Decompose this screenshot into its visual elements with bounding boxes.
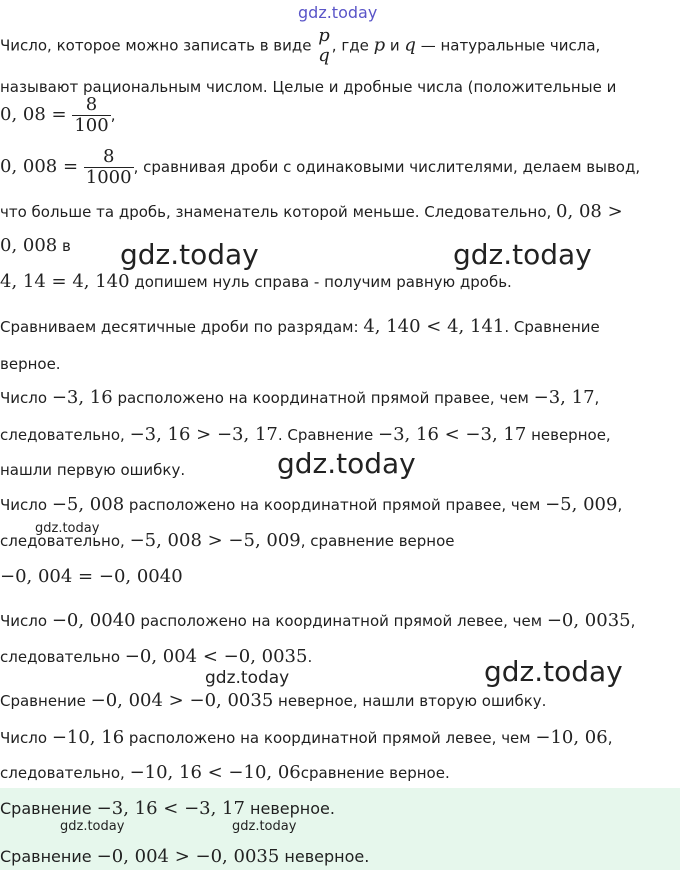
math: q: [404, 34, 416, 56]
text: Число, которое можно записать в виде: [0, 36, 317, 55]
text-line: [0, 727, 613, 749]
text-line: [0, 494, 622, 516]
text: неверное.: [279, 847, 370, 866]
text: расположено на координатной прямой левее, чем: [135, 612, 547, 630]
text-line: [0, 235, 71, 257]
math: −10, 16 < −10, 06: [129, 762, 301, 783]
text: следовательно: [0, 648, 125, 666]
math: −5, 008: [51, 494, 125, 515]
math: −0, 004 > −0, 0035: [90, 690, 274, 711]
text: следовательно,: [0, 426, 130, 444]
text: допишем нуль справа - получим равную дробь.: [129, 273, 512, 291]
text: расположено на координатной прямой левее, чем: [124, 729, 536, 747]
math: −0, 0035: [546, 610, 631, 631]
watermark: gdz.today: [232, 819, 297, 834]
text-line: [0, 424, 611, 446]
math: −3, 16: [51, 387, 113, 408]
text: . Сравнение: [277, 426, 379, 444]
math: 0, 008 =: [0, 156, 84, 177]
math: 4, 140 < 4, 141: [363, 316, 505, 337]
math: −3, 16 > −3, 17: [129, 424, 278, 445]
math: 0, 08 =: [0, 104, 73, 125]
numerator: 8: [102, 146, 115, 167]
text: ,: [110, 106, 116, 124]
watermark: gdz.today: [484, 655, 623, 688]
text: , сравнение верное: [300, 532, 455, 550]
text-line: [0, 26, 600, 66]
denominator: 1000: [85, 167, 132, 188]
text: следовательно,: [0, 532, 130, 550]
text-line: называют рациональным числом. Целые и дробные числа (положительные и: [0, 78, 617, 96]
numerator: 8: [85, 94, 98, 115]
text: Сравниваем десятичные дроби по разрядам:: [0, 318, 364, 336]
text-line: [0, 147, 640, 188]
text-line: [0, 610, 635, 632]
text: ,: [594, 389, 600, 407]
text: ,: [617, 496, 623, 514]
text-line: [0, 530, 455, 552]
watermark: gdz.today: [35, 521, 100, 536]
text: , сравнивая дроби с одинаковыми числителями, делаем вывод,: [133, 158, 641, 176]
text-line: [0, 387, 599, 409]
text-line: [0, 271, 512, 293]
text: расположено на координатной прямой правее, чем: [112, 389, 534, 407]
text-line: [0, 690, 546, 712]
text-line: [0, 566, 183, 588]
denominator: q: [318, 45, 330, 66]
math: 4, 14 = 4, 140: [0, 271, 130, 292]
text: Число: [0, 729, 52, 747]
numerator: p: [318, 25, 330, 46]
text-line: нашли первую ошибку.: [0, 461, 186, 479]
watermark: gdz.today: [453, 238, 592, 271]
text: ,: [607, 729, 613, 747]
text: неверное, нашли вторую ошибку.: [273, 692, 547, 710]
text: .: [307, 648, 313, 666]
text: сравнение верное.: [300, 764, 450, 782]
text: и: [385, 36, 405, 55]
text-line: [0, 201, 623, 223]
text: Сравнение: [0, 692, 91, 710]
watermark-top: gdz.today: [298, 3, 378, 22]
text: ,: [630, 612, 636, 630]
math: 0, 008: [0, 235, 58, 256]
text: Число: [0, 496, 52, 514]
text: Число: [0, 612, 52, 630]
math: −0, 004 > −0, 0035: [96, 846, 280, 867]
math: −5, 008 > −5, 009: [129, 530, 301, 551]
text: что больше та дробь, знаменатель которой меньше. Следовательно,: [0, 203, 557, 221]
text: в: [57, 237, 71, 255]
text-line: верное.: [0, 355, 61, 373]
text-line: [0, 762, 450, 784]
math: −0, 004 = −0, 0040: [0, 566, 183, 587]
fraction-p-q: [316, 26, 332, 66]
text: неверное,: [526, 426, 611, 444]
text: расположено на координатной прямой правее, чем: [124, 496, 546, 514]
text: следовательно,: [0, 764, 130, 782]
watermark: gdz.today: [120, 238, 259, 271]
text: Число: [0, 389, 52, 407]
math: p: [373, 34, 386, 56]
text: Сравнение: [0, 847, 97, 866]
math: −5, 009: [545, 494, 618, 515]
math: −3, 16 < −3, 17: [378, 424, 527, 445]
math: −0, 0040: [51, 610, 136, 631]
answer-line: [0, 798, 335, 820]
text-line: [0, 95, 115, 136]
math: −10, 06: [535, 727, 608, 748]
text-line: [0, 646, 312, 668]
text: — натуральные числа,: [415, 36, 601, 55]
text: неверное.: [244, 799, 335, 818]
fraction: [84, 147, 134, 188]
answer-line: [0, 846, 369, 868]
text: Сравнение: [0, 799, 97, 818]
text: , где: [331, 36, 374, 55]
text-line: [0, 316, 600, 338]
text: . Сравнение: [504, 318, 600, 336]
math: 0, 08 >: [556, 201, 623, 222]
math: −10, 16: [51, 727, 125, 748]
denominator: 100: [74, 115, 109, 136]
math: −3, 16 < −3, 17: [96, 798, 245, 819]
math: −3, 17: [533, 387, 595, 408]
watermark: gdz.today: [277, 447, 416, 480]
watermark: gdz.today: [60, 819, 125, 834]
watermark: gdz.today: [205, 668, 290, 688]
fraction: [72, 95, 110, 136]
math: −0, 004 < −0, 0035: [124, 646, 308, 667]
